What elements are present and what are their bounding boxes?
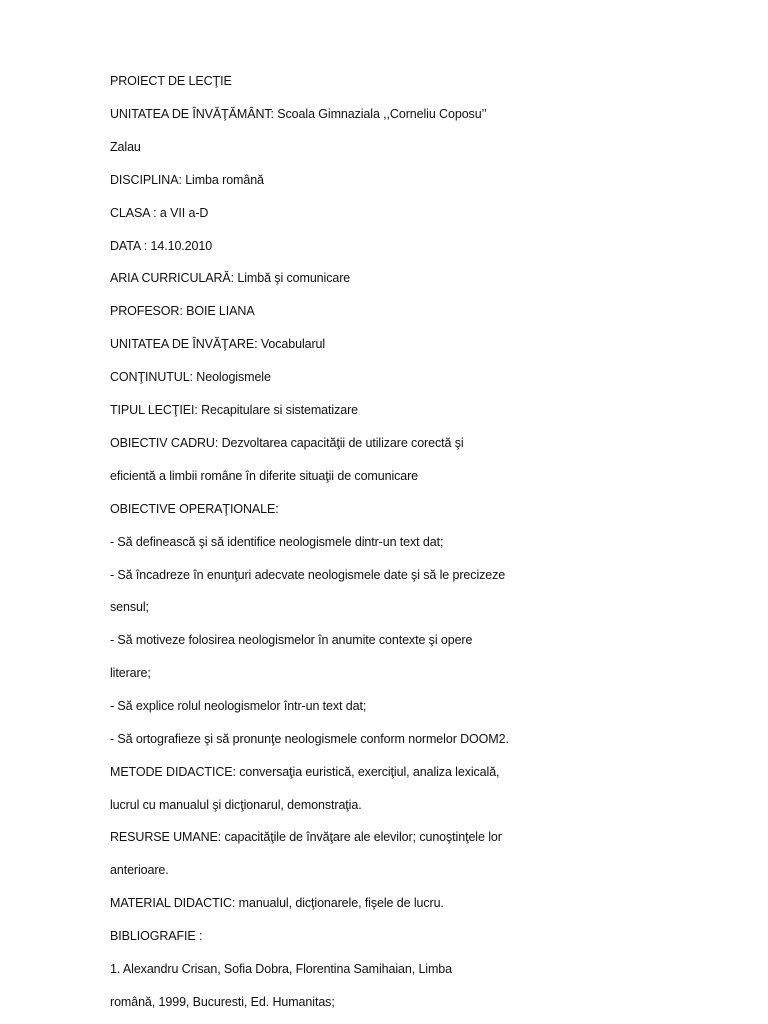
field-school-city: Zalau — [110, 140, 141, 154]
field-discipline: DISCIPLINA: Limba română — [110, 173, 264, 187]
bibliography-item-cont: română, 1999, Bucuresti, Ed. Humanitas; — [110, 995, 335, 1009]
objective-item: - Să încadreze în enunţuri adecvate neologismele date şi să le precizeze — [110, 568, 506, 582]
field-date: DATA : 14.10.2010 — [110, 239, 213, 253]
field-human-resources: RESURSE UMANE: capacităţile de învăţare ale elevilor; cunoştinţele lor — [110, 830, 502, 844]
field-school: UNITATEA DE ÎNVĂŢĂMÂNT: Scoala Gimnaziala ,,Corneliu Coposu’’ — [110, 107, 487, 121]
objective-item-cont: literare; — [110, 666, 151, 680]
doc-title: PROIECT DE LECŢIE — [110, 74, 232, 88]
field-objective-frame-cont: eficientă a limbii române în diferite situaţii de comunicare — [110, 469, 419, 483]
bibliography-item: 1. Alexandru Crisan, Sofia Dobra, Florentina Samihaian, Limba — [110, 962, 453, 976]
field-content: CONŢINUTUL: Neologismele — [110, 370, 271, 384]
field-objective-frame: OBIECTIV CADRU: Dezvoltarea capacităţii de utilizare corectă şi — [110, 436, 464, 450]
field-curricular-area: ARIA CURRICULARĂ: Limbă şi comunicare — [110, 271, 351, 285]
objectives-heading: OBIECTIVE OPERAŢIONALE: — [110, 502, 279, 516]
objective-item: - Să motiveze folosirea neologismelor în anumite contexte şi opere — [110, 633, 473, 647]
objective-item: - Să ortografieze şi să pronunţe neologismele conform normelor DOOM2. — [110, 732, 509, 746]
objective-item: - Să definească şi să identifice neologismele dintr-un text dat; — [110, 535, 444, 549]
field-lesson-type: TIPUL LECŢIEI: Recapitulare si sistematizare — [110, 403, 358, 417]
field-class: CLASA : a VII a-D — [110, 206, 209, 220]
field-methods-cont: lucrul cu manualul şi dicţionarul, demonstraţia. — [110, 798, 362, 812]
field-materials: MATERIAL DIDACTIC: manualul, dicţionarele, fişele de lucru. — [110, 896, 444, 910]
bibliography-heading: BIBLIOGRAFIE : — [110, 929, 203, 943]
objective-item: - Să explice rolul neologismelor într-un text dat; — [110, 699, 367, 713]
field-methods: METODE DIDACTICE: conversaţia euristică, exerciţiul, analiza lexicală, — [110, 765, 500, 779]
field-human-resources-cont: anterioare. — [110, 863, 169, 877]
field-teacher: PROFESOR: BOIE LIANA — [110, 304, 255, 318]
objective-item-cont: sensul; — [110, 600, 149, 614]
field-learning-unit: UNITATEA DE ÎNVĂŢARE: Vocabularul — [110, 337, 326, 351]
